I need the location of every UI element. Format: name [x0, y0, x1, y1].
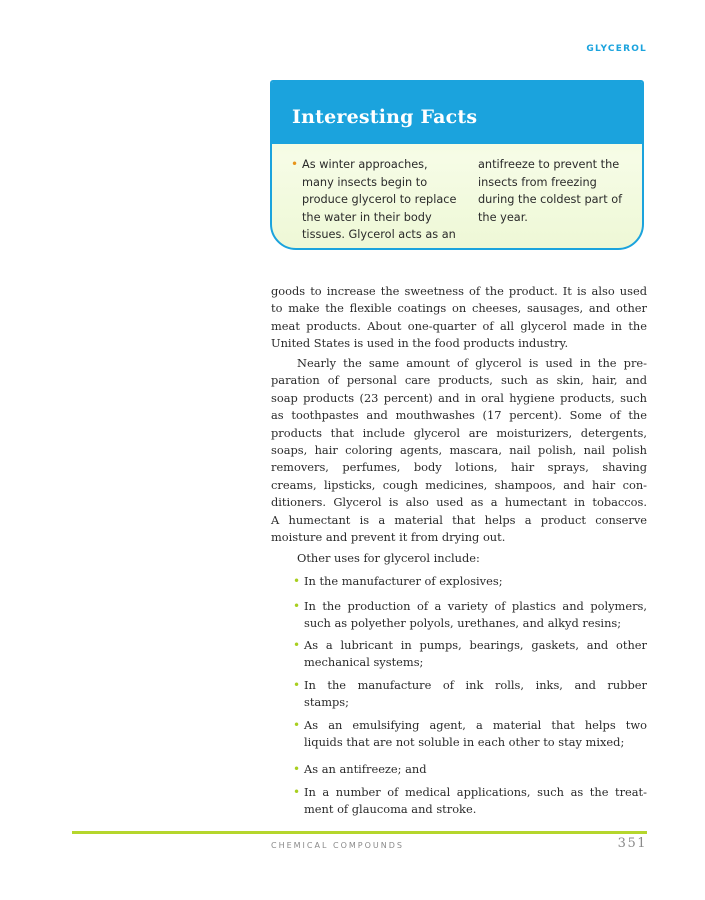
text-line: As an antifreeze; and [304, 762, 427, 776]
sidebar-line: the year. [478, 210, 528, 224]
text-line: meat products. About one-quarter of all glycerol made in the [271, 318, 647, 333]
text-line: A humectant is a material that helps a product conserve [271, 512, 647, 527]
sidebar-line: during the coldest part of [478, 193, 623, 207]
sidebar-line: produce glycerol to replace [302, 193, 457, 207]
sidebar-title: Interesting Facts [292, 106, 478, 128]
list-item [293, 573, 647, 590]
text-line: In the manufacturer of explosives; [304, 574, 503, 588]
text-line: as toothpastes and mouthwashes (17 percent). Some of the [271, 408, 647, 423]
sidebar-line: insects from freezing [478, 175, 597, 189]
text-line: Nearly the same amount of glycerol is used in the pre- [297, 356, 647, 370]
sidebar-line: tissues. Glycerol acts as an [302, 228, 456, 242]
bullet-icon: • [293, 762, 301, 776]
text-line: products that include glycerol are moisturizers, detergents, [271, 425, 647, 440]
sidebar-line: antifreeze to prevent the [478, 158, 620, 171]
text-line: paration of personal care products, such as skin, hair, and [271, 373, 647, 388]
sidebar-line: many insects begin to [302, 175, 428, 189]
paragraph-1 [271, 283, 647, 353]
interesting-facts-sidebar [270, 80, 644, 250]
sidebar-column-1 [302, 156, 462, 244]
text-line: As an emulsifying agent, a material that helps two [304, 718, 647, 732]
page-number: 351 [617, 836, 647, 851]
sidebar-line: the water in their body [302, 210, 432, 224]
list-item [293, 637, 647, 672]
paragraph-3 [271, 550, 647, 567]
text-line: soap products (23 percent) and in oral hygiene products, such [271, 390, 647, 405]
list-item [293, 784, 647, 819]
footer-book-title: CHEMICAL COMPOUNDS [271, 841, 404, 850]
text-line: such as polyether polyols, urethanes, and alkyd resins; [304, 616, 622, 631]
text-line: In the production of a variety of plastics and polymers, [304, 599, 647, 613]
sidebar-column-2 [478, 156, 638, 226]
text-line: In a number of medical applications, such as the treat- [304, 785, 647, 799]
list-item [293, 761, 647, 778]
text-line: liquids that are not soluble in each other to stay mixed; [304, 735, 625, 750]
paragraph-2 [271, 355, 647, 546]
text-line: In the manufacture of ink rolls, inks, and rubber [304, 678, 647, 692]
text-line: removers, perfumes, body lotions, hair sprays, shaving [271, 460, 647, 475]
footer-rule [72, 831, 647, 834]
text-line: to make the flexible coatings on cheeses, sausages, and other [271, 301, 647, 316]
text-line: mechanical systems; [304, 655, 424, 670]
bullet-icon: • [293, 718, 301, 732]
text-line: soaps, hair coloring agents, mascara, nail polish, nail polish [271, 443, 647, 458]
text-line: ment of glaucoma and stroke. [304, 802, 477, 817]
list-item [293, 598, 647, 633]
running-head: GLYCEROL [586, 44, 647, 54]
list-item [293, 717, 647, 752]
text-line: United States is used in the food products industry. [271, 336, 569, 351]
text-line: As a lubricant in pumps, bearings, gaskets, and other [304, 638, 647, 652]
bullet-icon: • [293, 599, 301, 613]
bullet-icon: • [293, 574, 301, 588]
bullet-icon: • [293, 678, 301, 692]
text-line: creams, lipsticks, cough medicines, shampoos, and hair con- [271, 477, 647, 492]
text-line: Other uses for glycerol include: [297, 551, 480, 565]
sidebar-bullet-icon: • [291, 157, 299, 171]
text-line: stamps; [304, 695, 349, 710]
sidebar-line: As winter approaches, [302, 158, 428, 171]
list-item [293, 677, 647, 712]
text-line: moisture and prevent it from drying out. [271, 530, 506, 545]
bullet-icon: • [293, 785, 301, 799]
text-line: ditioners. Glycerol is also used as a humectant in tobaccos. [271, 495, 647, 510]
bullet-icon: • [293, 638, 301, 652]
text-line: goods to increase the sweetness of the product. It is also used [271, 284, 647, 298]
